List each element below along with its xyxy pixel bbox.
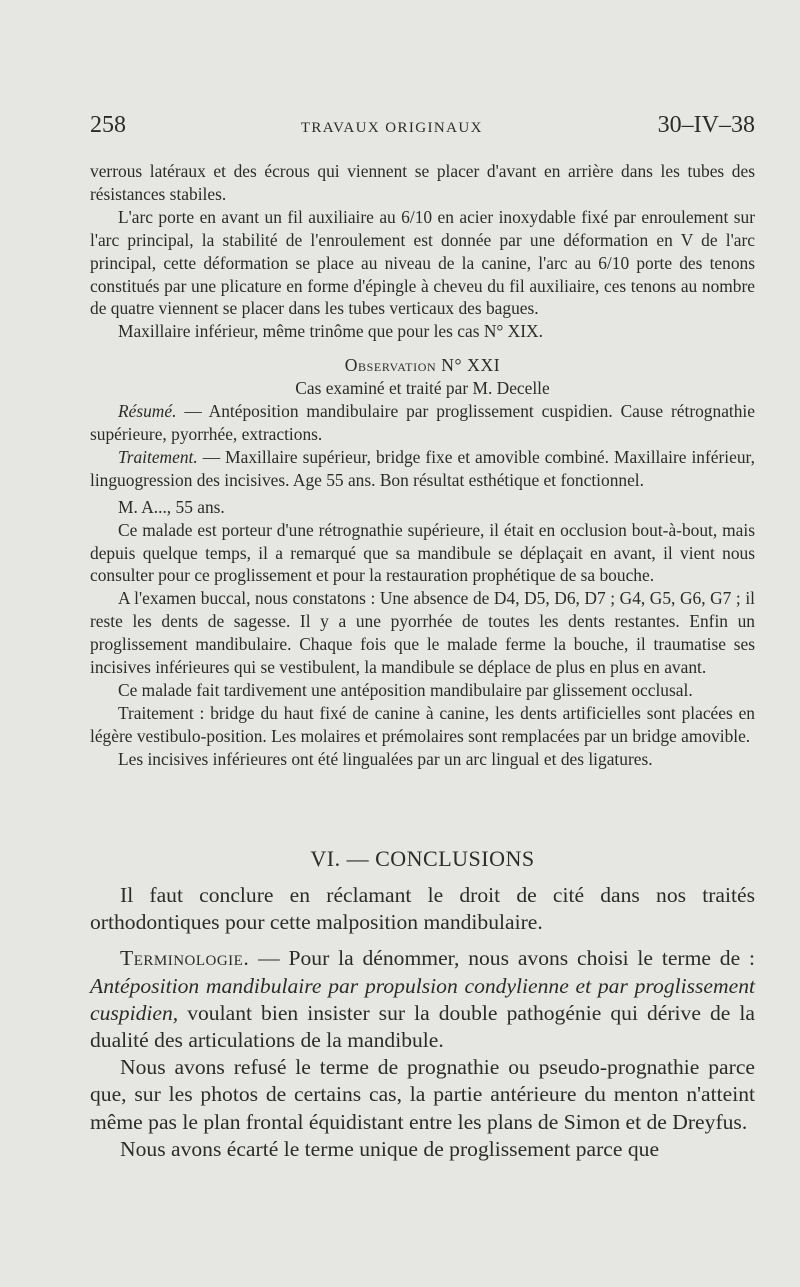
conclusions-text xyxy=(90,882,755,1163)
paragraph-arc: L'arc porte en avant un fil auxiliaire au 6/10 en acier inoxydable fixé par enroulement sur l'arc principal, la stabilité de l'enroulement est donnée par une déformation en V de l'arc principal, cette déformation se place au niveau de la canine, l'arc au 6/10 porte des tenons constitués par une plicature en forme d'épingle à cheveu du fil auxiliaire, ces tenons au nombre de quatre viennent se placer dans les tubes verticaux des bagues. xyxy=(90,206,755,319)
case-paragraph-3: Ce malade fait tardivement une antéposition mandibulaire par glissement occlusal. xyxy=(118,679,693,700)
terminologie-lead: — Pour la dénommer, nous avons choisi le terme de : xyxy=(249,946,755,971)
resume-label: Résumé. xyxy=(118,401,177,422)
terminologie-term: Antéposition mandibulaire par propulsion condylienne et par proglissement cuspidien, xyxy=(90,973,755,1025)
continuation-paragraph: verrous latéraux et des écrous qui viennent se placer d'avant en arrière dans les tubes des résistances stabiles. xyxy=(90,161,755,204)
terminologie-label: Terminologie. xyxy=(120,946,250,971)
conclusion-paragraph-3: Nous avons refusé le terme de prognathie ou pseudo-prognathie parce que, sur les photos de certains cas, la partie antérieure du menton n'atteint même pas le plan frontal équidistant entre les plans de Simon et de Dreyfus. xyxy=(90,1055,755,1134)
issue-date: 30–IV–38 xyxy=(657,112,755,138)
paragraph-maxillaire: Maxillaire inférieur, même trinôme que pour les cas N° XIX. xyxy=(118,321,543,342)
terminologie-rest: voulant bien insister sur la double pathogénie qui dérive de la dualité des articulations de la mandibule. xyxy=(90,1000,755,1053)
traitement-text: — Maxillaire supérieur, bridge fixe et amovible combiné. Maxillaire inférieur, linguogression des incisives. Age 55 ans. Bon résultat esthétique et fonctionnel. xyxy=(90,446,755,490)
resume-paragraph xyxy=(90,400,755,446)
patient-line: M. A..., 55 ans. xyxy=(118,496,225,517)
conclusion-paragraph-4: Nous avons écarté le terme unique de proglissement parce que xyxy=(120,1136,660,1161)
case-paragraph-4: Traitement : bridge du haut fixé de canine à canine, les dents artificielles sont placées en légère vestibulo-position. Les molaires et prémolaires sont remplacées par un bridge amovible. xyxy=(90,702,755,746)
traitement-label: Traitement. xyxy=(118,446,198,467)
page-number: 258 xyxy=(90,112,126,138)
case-paragraph-2: A l'examen buccal, nous constatons : Une absence de D4, D5, D6, D7 ; G4, G5, G6, G7 ; il reste les dents de sagesse. Il y a une pyorrhée de toutes les dents restantes. Enfin un proglissement mandibulaire. Chaque fois que le malade ferme la bouche, il traumatise ses incisives inférieures qui se vestibulent, la mandibule se déplace de plus en plus en avant. xyxy=(90,588,755,678)
terminologie-paragraph xyxy=(90,945,755,1054)
running-title: TRAVAUX ORIGINAUX xyxy=(300,120,483,136)
observation-subtitle: Cas examiné et traité par M. Decelle xyxy=(295,378,550,399)
case-paragraph-1: Ce malade est porteur d'une rétrognathie supérieure, il était en occlusion bout-à-bout, mais depuis quelque temps, il a remarqué que sa mandibule se déplaçait en avant, il vient nous consulter pour ce proglissement et pour la restauration prophétique de sa bouche. xyxy=(90,519,755,586)
resume-text: — Antéposition mandibulaire par proglissement cuspidien. Cause rétrognathie supérieure, pyorrhée, extractions. xyxy=(90,401,755,444)
conclusion-paragraph-1: Il faut conclure en réclamant le droit de cité dans nos traités orthodontiques pour cette malposition mandibulaire. xyxy=(90,883,755,935)
case-paragraph-5: Les incisives inférieures ont été lingualées par un arc lingual et des ligatures. xyxy=(118,748,653,769)
section-heading: VI. — CONCLUSIONS xyxy=(310,846,535,871)
running-header xyxy=(90,112,755,139)
traitement-paragraph xyxy=(90,446,755,492)
case-report-text xyxy=(90,160,755,771)
observation-title: Observation N° XXI xyxy=(344,355,501,376)
